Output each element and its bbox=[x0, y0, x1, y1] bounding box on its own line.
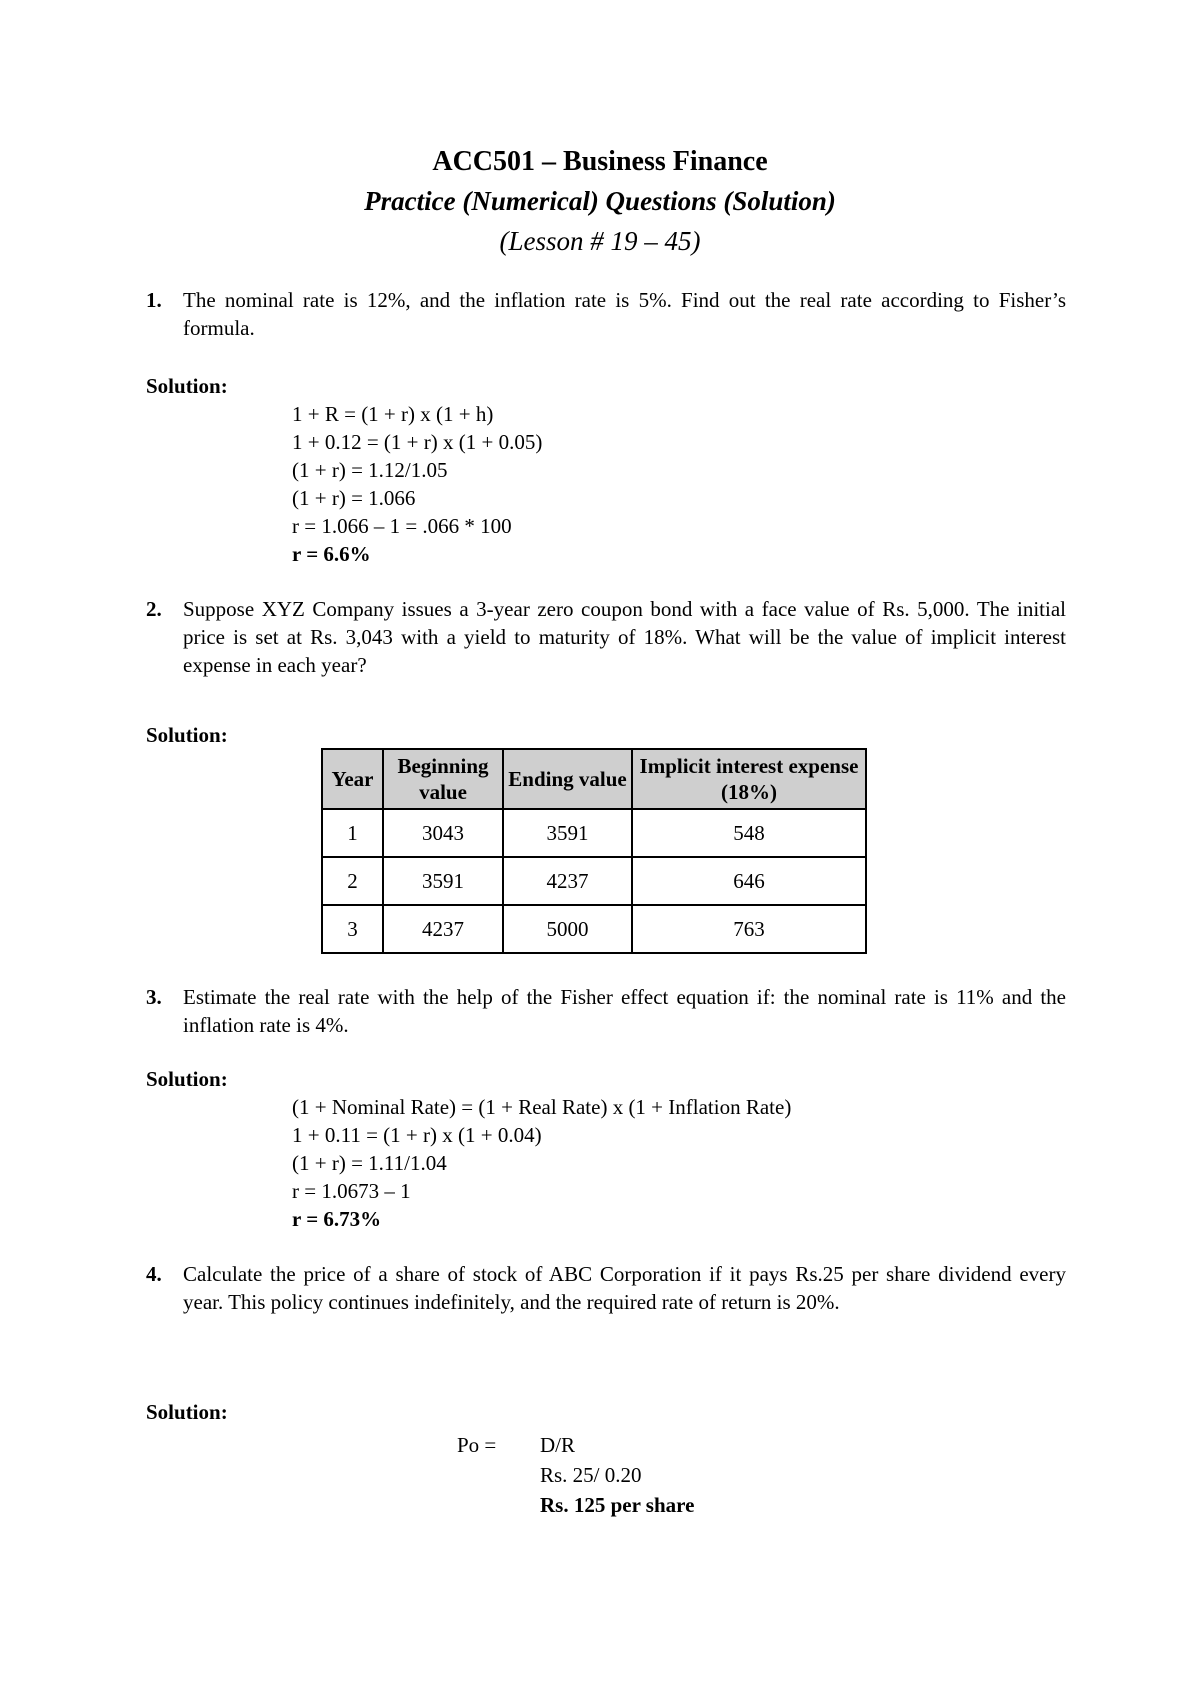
equation-line: (1 + Nominal Rate) = (1 + Real Rate) x (1 + Inflation Rate) bbox=[292, 1095, 792, 1119]
question-number: 1. bbox=[146, 288, 162, 312]
document-subtitle: Practice (Numerical) Questions (Solution) bbox=[364, 186, 836, 216]
question-number: 2. bbox=[146, 597, 162, 621]
equation-line: 1 + 0.12 = (1 + r) x (1 + 0.05) bbox=[292, 430, 543, 454]
table-cell: 5000 bbox=[503, 905, 632, 953]
equation-line: (1 + r) = 1.11/1.04 bbox=[292, 1151, 447, 1175]
table-cell: 4237 bbox=[503, 857, 632, 905]
column-header: Ending value bbox=[503, 749, 632, 809]
question-text: The nominal rate is 12%, and the inflation rate is 5%. Find out the real rate according to Fisher’s formula. bbox=[183, 288, 1066, 340]
question-number: 3. bbox=[146, 985, 162, 1009]
table-cell: 3591 bbox=[503, 809, 632, 857]
question-2 bbox=[146, 595, 1066, 679]
table-cell: 2 bbox=[322, 857, 383, 905]
solution-1-equations bbox=[292, 400, 542, 568]
price-label: Po = bbox=[457, 1433, 497, 1457]
column-header: Year bbox=[322, 749, 383, 809]
answer-line: Rs. 125 per share bbox=[540, 1493, 695, 1517]
table-row bbox=[322, 905, 866, 953]
answer-line: r = 6.73% bbox=[292, 1207, 382, 1231]
question-1 bbox=[146, 286, 1066, 342]
column-header: Beginning value bbox=[383, 749, 503, 809]
interest-expense-table bbox=[321, 748, 867, 954]
question-text: Calculate the price of a share of stock of ABC Corporation if it pays Rs.25 per share dividend every year. This policy continues indefinitely, and the required rate of return is 20%. bbox=[183, 1262, 1066, 1314]
equation-line: 1 + 0.11 = (1 + r) x (1 + 0.04) bbox=[292, 1123, 542, 1147]
solution-label: Solution: bbox=[146, 723, 228, 747]
equation-line: r = 1.066 – 1 = .066 * 100 bbox=[292, 514, 512, 538]
question-text: Suppose XYZ Company issues a 3-year zero coupon bond with a face value of Rs. 5,000. The initial price is set at Rs. 3,043 with a yield to maturity of 18%. What will be the value of implicit interest expense in each year? bbox=[183, 597, 1066, 677]
question-text: Estimate the real rate with the help of the Fisher effect equation if: the nominal rate is 11% and the inflation rate is 4%. bbox=[183, 985, 1066, 1037]
solution-label: Solution: bbox=[146, 1067, 228, 1091]
equation-line: r = 1.0673 – 1 bbox=[292, 1179, 411, 1203]
table-cell: 763 bbox=[632, 905, 866, 953]
answer-line: r = 6.6% bbox=[292, 542, 371, 566]
solution-4-equations bbox=[540, 1430, 694, 1520]
equation-line: (1 + r) = 1.12/1.05 bbox=[292, 458, 448, 482]
solution-3-equations bbox=[292, 1093, 791, 1233]
table-row bbox=[322, 809, 866, 857]
equation-line: Rs. 25/ 0.20 bbox=[540, 1463, 642, 1487]
table-row bbox=[322, 857, 866, 905]
table-cell: 3 bbox=[322, 905, 383, 953]
question-4 bbox=[146, 1260, 1066, 1316]
question-3 bbox=[146, 983, 1066, 1039]
table-cell: 4237 bbox=[383, 905, 503, 953]
column-header: Implicit interest expense (18%) bbox=[632, 749, 866, 809]
equation-line: (1 + r) = 1.066 bbox=[292, 486, 416, 510]
course-title: ACC501 – Business Finance bbox=[432, 146, 768, 177]
lesson-range: (Lesson # 19 – 45) bbox=[499, 226, 701, 256]
solution-label: Solution: bbox=[146, 374, 228, 398]
table-header-row bbox=[322, 749, 866, 809]
solution-label: Solution: bbox=[146, 1400, 228, 1424]
equation-line: D/R bbox=[540, 1433, 576, 1457]
table-cell: 3591 bbox=[383, 857, 503, 905]
equation-line: 1 + R = (1 + r) x (1 + h) bbox=[292, 402, 494, 426]
question-number: 4. bbox=[146, 1262, 162, 1286]
table-cell: 646 bbox=[632, 857, 866, 905]
table-cell: 3043 bbox=[383, 809, 503, 857]
table-cell: 1 bbox=[322, 809, 383, 857]
table-cell: 548 bbox=[632, 809, 866, 857]
